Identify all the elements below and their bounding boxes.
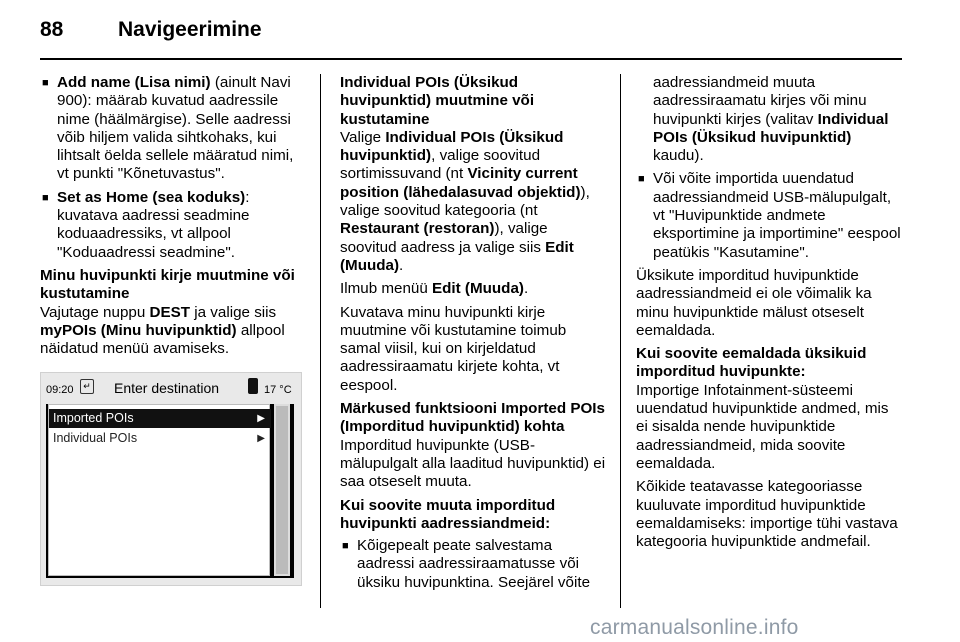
paragraph: Valige Individual POIs (Üksikud huvipunktid), valige soovitud sortimissuvand (nt Vicinity current position (lähedalasuvad objektid)), valige soovitud kategooria (nt Restaurant (restoran)), valige soovitud aadress ja valige siis Edit (Muuda). [340, 128, 590, 274]
paragraph: Kuvatava minu huvipunkti kirje muutmine või kustutamine toimub samal viisil, kui on kirjeldatud aadressiraamatu kirjete kohta, vt eespool. [340, 303, 567, 394]
paragraph: aadressiandmeid muuta aadressiraamatu kirjes või minu huvipunkti kirjes (valitav Individual POIs (Üksikud huvipunktid) kaudu). [653, 74, 889, 165]
subheading: Kui soovite eemaldada üksikuid imporditud huvipunkte: [636, 345, 867, 381]
list-item [40, 74, 308, 184]
list-item: ■ Kõigepealt peate salvestama aadressi aadressiraamatusse või üksiku huvipunktina. Seejärel võite [340, 537, 608, 592]
menu-item-imported-pois[interactable]: Imported POIs ▶ [49, 409, 271, 428]
page-header [40, 18, 262, 48]
menu-item-individual-pois[interactable]: Individual POIs ▶ [49, 429, 271, 448]
column-middle [340, 74, 608, 597]
temperature: 17 °C [264, 384, 292, 397]
device-screenshot [40, 372, 302, 586]
subheading: Märkused funktsiooni Imported POIs (Imporditud huvipunktid) kohta [340, 400, 605, 436]
chevron-right-icon: ▶ [257, 433, 265, 445]
paragraph: Imporditud huvipunkte (USB-mälupulgalt alla laaditud huvipunktid) ei saa otseselt muuta. [340, 436, 606, 491]
back-icon: ↵ [80, 379, 94, 394]
subheading: Minu huvipunkti kirje muutmine või kustutamine [40, 266, 295, 303]
option-name: Set as Home (sea koduks) [57, 188, 246, 206]
section-title: Navigeerimine [118, 18, 262, 41]
clock: 09:20 [46, 384, 74, 397]
column-divider [620, 74, 621, 608]
watermark: carmanualsonline.info [590, 616, 799, 639]
subheading: Individual POIs (Üksikud huvipunktid) muutmine või kustutamine [340, 74, 535, 128]
paragraph: Üksikute imporditud huvipunktide aadressiandmeid ei ole võimalik ka minu huvipunktide mälust otseselt eemaldada. [636, 266, 872, 339]
screen-frame [40, 372, 302, 586]
header-rule [40, 58, 902, 60]
option-name: Add name (Lisa nimi) [57, 74, 211, 91]
paragraph: Kõikide teatavasse kategooriasse kuuluvate imporditud huvipunktide eemaldamiseks: importige tühi vastava kategooria huvipunktide andmefail. [636, 478, 898, 551]
paragraph: Importige Infotainment-süsteemi uuendatud huvipunktide andmed, mis ei sisalda nende huvipunktide aadressiandmeid, mida soovite eemaldada. [636, 381, 889, 472]
list-item [40, 189, 308, 262]
option-description: (ainult Navi 900): määrab kuvatud aadressile nime (häälmärgise). Selle aadressi võib hiljem valida sihtkohaks, kui lihtsalt öelda sellele määratud nimi, vt punkti "Kõnetuvastus". [57, 74, 294, 183]
column-left [40, 74, 308, 586]
chevron-right-icon: ▶ [257, 413, 265, 425]
subheading: Kui soovite muuta imporditud huvipunkti aadressiandmeid: [340, 496, 556, 532]
column-right [636, 74, 904, 556]
paragraph: Ilmub menüü Edit (Muuda). [340, 280, 529, 298]
screen-title: Enter destination [114, 380, 220, 397]
paragraph: Vajutage nuppu DEST ja valige siis myPOIs (Minu huvipunktid) allpool näidatud menüü avamiseks. [40, 303, 285, 358]
option-description: : kuvatava aadressi seadmine koduaadressiks, vt allpool "Koduaadressi seadmine". [57, 188, 250, 261]
page-number: 88 [40, 18, 64, 41]
list-item: ■ Või võite importida uuendatud aadressiandmeid USB-mälupulgalt, vt "Huvipunktide andmete eksportimine ja importimine" eespool peatükis "Kasutamine". [636, 170, 904, 261]
column-divider [320, 74, 321, 608]
